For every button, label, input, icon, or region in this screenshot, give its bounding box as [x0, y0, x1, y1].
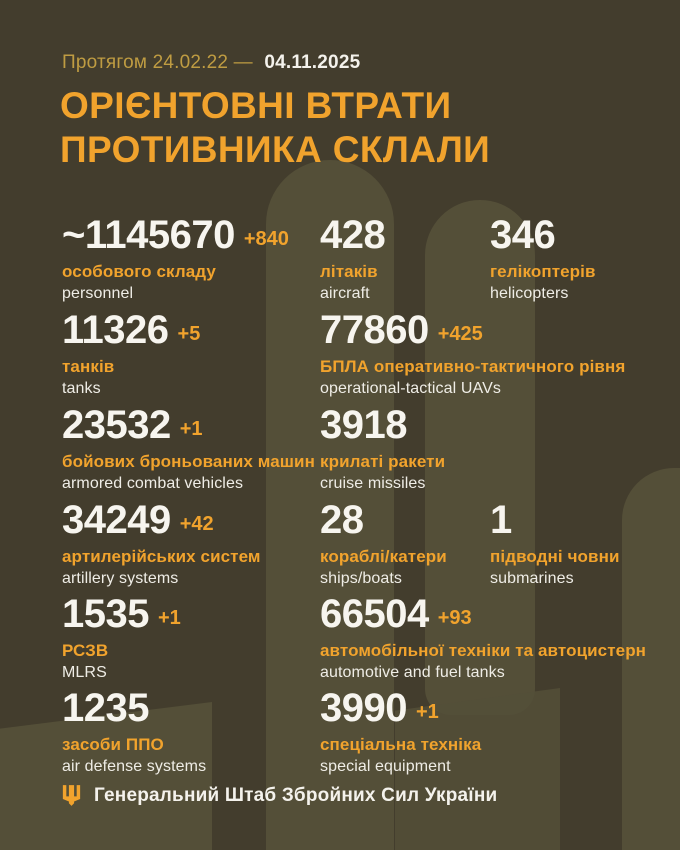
stat-delta: +5	[177, 323, 201, 345]
stat-label-en: armored combat vehicles	[62, 475, 244, 492]
stat-label-uk: особового складу	[62, 262, 216, 281]
tryzub-icon	[62, 784, 81, 807]
stat-number-row	[62, 215, 289, 255]
stat-label-uk: бойових броньованих машин	[62, 452, 315, 471]
stat-label-en: ships/boats	[320, 570, 403, 587]
stat-label-uk: крилаті ракети	[320, 452, 446, 471]
stat-value: 1535	[62, 592, 149, 636]
footer-source-label: Генеральний Штаб Збройних Сил України	[94, 784, 498, 806]
stat-mlrs	[62, 594, 181, 682]
stat-submarines	[490, 500, 620, 588]
stat-number-row	[490, 215, 596, 255]
stat-number-row	[320, 310, 625, 350]
stat-value: 428	[320, 213, 386, 257]
stat-label-uk: літаків	[320, 262, 378, 281]
stat-label-en: cruise missiles	[320, 475, 426, 492]
stat-delta: +1	[179, 418, 203, 440]
stat-label-uk: підводні човни	[490, 547, 620, 566]
stat-label-uk: кораблі/катери	[320, 547, 447, 566]
stat-value: 1235	[62, 686, 149, 730]
page-title	[60, 84, 490, 173]
stat-label-en: aircraft	[320, 285, 370, 302]
page-title-line1: ОРІЄНТОВНІ ВТРАТИ	[60, 85, 452, 126]
stat-value: 346	[490, 213, 556, 257]
stat-label-en: personnel	[62, 285, 134, 302]
stat-value: 34249	[62, 498, 171, 542]
stat-number-row	[490, 500, 620, 540]
stat-label-en: MLRS	[62, 664, 107, 681]
stat-value: 77860	[320, 308, 429, 352]
stat-label-en: tanks	[62, 380, 101, 397]
stat-delta: +425	[437, 323, 483, 345]
stat-armored-vehicles	[62, 405, 315, 493]
stat-value: ~1145670	[62, 213, 235, 257]
stat-helicopters	[490, 215, 596, 303]
report-date: 04.11.2025	[264, 52, 361, 73]
stat-number-row	[320, 215, 394, 255]
stat-label-uk: танків	[62, 357, 115, 376]
page-title-line2: ПРОТИВНИКА СКЛАЛИ	[60, 129, 491, 171]
report-period	[62, 52, 360, 74]
stat-special-equipment	[320, 688, 481, 776]
stat-delta: +42	[179, 513, 214, 535]
stat-label-en: special equipment	[320, 758, 451, 775]
stat-number-row	[62, 310, 200, 350]
stat-value: 11326	[62, 308, 169, 352]
stat-delta: +1	[157, 607, 181, 629]
stat-label-en: helicopters	[490, 285, 569, 302]
stat-label-uk: гелікоптерів	[490, 262, 596, 281]
stat-label-uk: РСЗВ	[62, 641, 109, 660]
stat-value: 23532	[62, 403, 171, 447]
stat-number-row	[320, 594, 646, 634]
stat-number-row	[320, 500, 447, 540]
stat-label-uk: артилерійських систем	[62, 547, 261, 566]
stat-number-row	[320, 405, 445, 445]
stat-value: 1	[490, 498, 512, 542]
stat-label-en: operational-tactical UAVs	[320, 380, 501, 397]
stat-number-row	[62, 500, 261, 540]
stat-uavs	[320, 310, 625, 398]
stat-number-row	[62, 405, 315, 445]
stat-label-uk: БПЛА оперативно-тактичного рівня	[320, 357, 626, 376]
stat-label-en: submarines	[490, 570, 574, 587]
stat-label-en: artillery systems	[62, 570, 179, 587]
stat-label-uk: засоби ППО	[62, 735, 164, 754]
stat-label-uk: автомобільної техніки та автоцистерн	[320, 641, 647, 660]
stat-label-uk: спеціальна техніка	[320, 735, 482, 754]
stat-value: 3990	[320, 686, 407, 730]
stat-air-defense	[62, 688, 206, 776]
stat-aircraft	[320, 215, 394, 303]
stat-number-row	[320, 688, 481, 728]
stat-personnel	[62, 215, 289, 303]
stat-delta: +93	[437, 607, 472, 629]
stat-value: 28	[320, 498, 364, 542]
footer	[62, 784, 497, 807]
stat-cruise-missiles	[320, 405, 445, 493]
stat-delta: +840	[243, 228, 289, 250]
stat-delta: +1	[415, 701, 439, 723]
stat-value: 66504	[320, 592, 429, 636]
stat-value: 3918	[320, 403, 407, 447]
stat-ships	[320, 500, 447, 588]
stat-label-en: air defense systems	[62, 758, 207, 775]
period-label: Протягом 24.02.22 —	[62, 52, 253, 73]
stat-automotive	[320, 594, 646, 682]
stat-label-en: automotive and fuel tanks	[320, 664, 505, 681]
stat-artillery	[62, 500, 261, 588]
stat-tanks	[62, 310, 200, 398]
stat-number-row	[62, 688, 206, 728]
stat-number-row	[62, 594, 181, 634]
